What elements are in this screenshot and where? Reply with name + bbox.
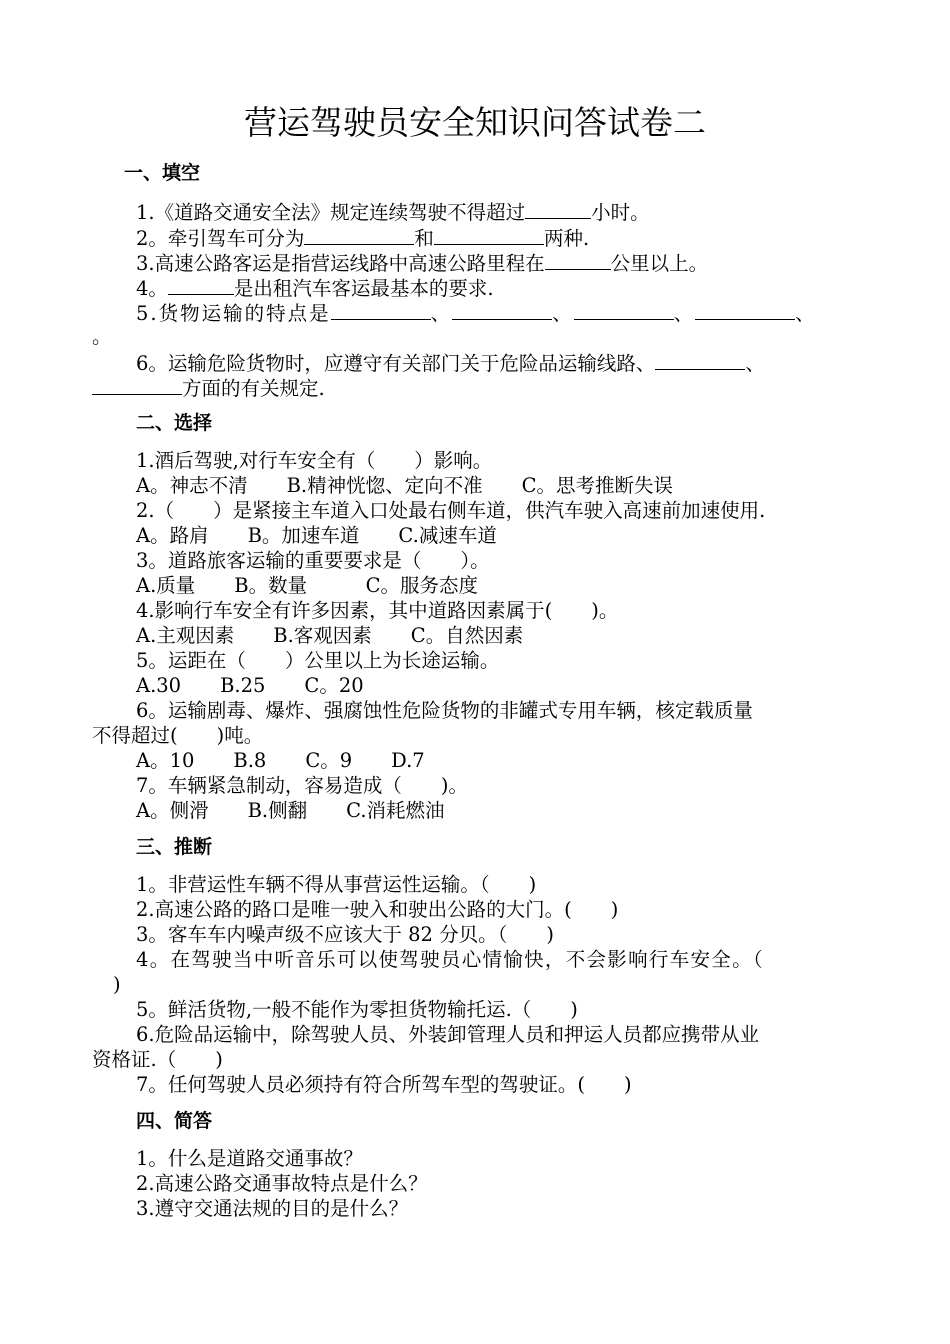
answer-blank <box>574 299 674 320</box>
section-heading-fill-in: 一、填空 <box>124 162 201 184</box>
question-line: 1.酒后驾驶,对行车安全有（ ）影响。 <box>136 449 493 472</box>
answer-blank <box>545 249 611 270</box>
question-line: 6。运输剧毒、爆炸、强腐蚀性危险货物的非罐式专用车辆，核定载质量 <box>136 699 753 722</box>
question-line: 3。客车车内噪声级不应该大于 82 分贝。（ ) <box>136 923 554 946</box>
section-heading-short-answer: 四、简答 <box>136 1110 213 1132</box>
question-line: 3.遵守交通法规的目的是什么？ <box>136 1197 409 1220</box>
question-line: 1。什么是道路交通事故？ <box>136 1147 363 1170</box>
question-line: 3。道路旅客运输的重要要求是（ ）。 <box>136 549 490 572</box>
answer-blank <box>525 198 591 219</box>
answer-blank <box>434 224 544 245</box>
answer-blank <box>331 299 431 320</box>
question-line: 1。非营运性车辆不得从事营运性运输。（ ) <box>136 873 537 896</box>
question-line: 4。 是出租汽车客运最基本的要求. <box>136 274 494 301</box>
question-line: 7。任何驾驶人员必须持有符合所驾车型的驾驶证。( ) <box>136 1073 632 1096</box>
answer-blank <box>452 299 552 320</box>
section-heading-judgment: 三、推断 <box>136 836 213 858</box>
question-line-continued: 资格证.（ ) <box>92 1048 223 1071</box>
question-line: 1.《道路交通安全法》规定连续驾驶不得超过 小时。 <box>136 198 650 225</box>
answer-blank <box>304 224 414 245</box>
option-line: A。侧滑 B.侧翻 C.消耗燃油 <box>136 799 445 822</box>
option-line: A.30 B.25 C。20 <box>136 674 364 697</box>
section-heading-choice: 二、选择 <box>136 412 213 434</box>
question-line: 2.（ ）是紧接主车道入口处最右侧车道，供汽车驶入高速前加速使用. <box>136 499 766 522</box>
answer-blank <box>168 274 234 295</box>
option-line: A。路肩 B。加速车道 C.减速车道 <box>136 524 497 547</box>
option-line: A。神志不清 B.精神恍惚、定向不准 C。思考推断失误 <box>136 474 674 497</box>
option-line: A.主观因素 B.客观因素 C。自然因素 <box>136 624 524 647</box>
question-line-continued: 方面的有关规定. <box>92 374 325 401</box>
question-line-continued: 。 <box>92 325 112 348</box>
question-line: 5.货物运输的特点是 、 、 、 、 <box>136 299 817 326</box>
answer-blank <box>92 374 182 395</box>
question-line: 6。运输危险货物时，应遵守有关部门关于危险品运输线路、 、 <box>136 349 765 376</box>
option-line: A.质量 B。数量 C。服务态度 <box>136 574 479 597</box>
question-line: 2.高速公路交通事故特点是什么？ <box>136 1172 428 1195</box>
question-line: 4.影响行车安全有许多因素，其中道路因素属于( )。 <box>136 599 619 622</box>
answer-blank <box>655 349 745 370</box>
question-line: 7。车辆紧急制动，容易造成（ )。 <box>136 774 469 797</box>
answer-blank <box>695 299 795 320</box>
question-line: 5。鲜活货物,一般不能作为零担货物输托运.（ ) <box>136 998 578 1021</box>
question-line-continued: 不得超过( )吨。 <box>92 724 264 747</box>
question-line: 6.危险品运输中，除驾驶人员、外装卸管理人员和押运人员都应携带从业 <box>136 1023 760 1046</box>
option-line: A。10 B.8 C。9 D.7 <box>136 749 425 772</box>
page-title: 营运驾驶员安全知识问答试卷二 <box>244 103 706 142</box>
question-line: 3.高速公路客运是指营运线路中高速公路里程在 公里以上。 <box>136 249 708 276</box>
question-line: 2。牵引驾车可分为 和 两种. <box>136 224 589 251</box>
question-line: 2.高速公路的路口是唯一驶入和驶出公路的大门。( ) <box>136 898 619 921</box>
question-line: 4。在驾驶当中听音乐可以使驾驶员心情愉快，不会影响行车安全。（ <box>136 948 764 971</box>
question-line-continued: ) <box>113 973 121 996</box>
question-line: 5。运距在（ ）公里以上为长途运输。 <box>136 649 500 672</box>
